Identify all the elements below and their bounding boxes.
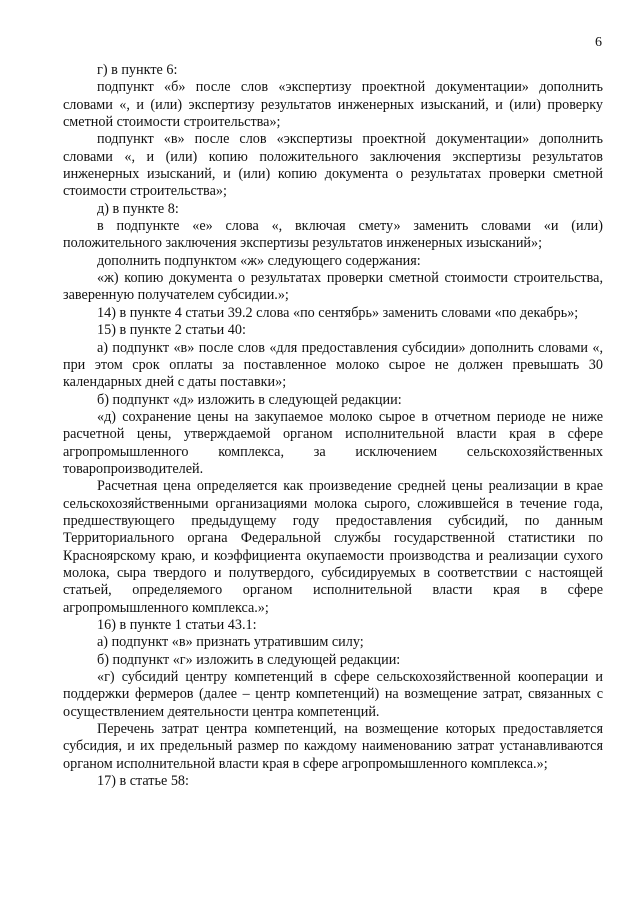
- paragraph-subpoint-b: подпункт «б» после слов «экспертизу проектной документации» дополнить словами «, и (или) экспертизу результатов инженерных изысканий, и (или) проверку сметной стоимости строительства»;: [63, 79, 603, 131]
- paragraph-costs-list: Перечень затрат центра компетенций, на возмещение которых предоставляется субсидия, и их предельный размер по каждому наименованию затрат устанавливаются органом исполнительной власти края в сфере агропромышленного комплекса.»;: [63, 721, 603, 772]
- paragraph-item-d-point-8: д) в пункте 8:: [97, 200, 179, 217]
- paragraph-calculated-price: Расчетная цена определяется как произведение средней цены реализации в крае сельскохозяйственными организациями молока сырого, сложившейся в течение года, предшествующего предыдущему году предоставления субсидий, по данным Территориального органа Федеральной службы государственной статистики по Красноярскому краю, и коэффициента окупаемости производства и реализации сухого молока, сыра твердого и полутвердого, субсидируемых в соответствии с настоящей статьей, определяемого органом исполнительной власти края в сфере агропромышленного комплекса.»;: [63, 478, 603, 616]
- paragraph-subpoint-v: подпункт «в» после слов «экспертизы проектной документации» дополнить словами «, и (или) копию положительного заключения экспертизы результатов инженерных изысканий, и (или) копию документа о результатах проверки сметной стоимости строительства»;: [63, 131, 603, 200]
- paragraph-15-b: б) подпункт «д» изложить в следующей редакции:: [97, 391, 402, 408]
- paragraph-subpoint-g-text: «г) субсидий центру компетенций в сфере сельскохозяйственной кооперации и поддержки фермеров (далее – центр компетенций) на возмещение затрат, связанных с осуществлением деятельности центра компетенций.: [63, 669, 603, 720]
- paragraph-15-a: а) подпункт «в» после слов «для предоставления субсидии» дополнить словами «, при этом срок оплаты за поставленное молоко сырое не должен превышать 30 календарных дней с даты поставки»;: [63, 339, 603, 391]
- paragraph-subpoint-e: в подпункте «е» слова «, включая смету» заменить словами «и (или) положительного заключения экспертизы результатов инженерных изысканий»;: [63, 218, 603, 252]
- paragraph-subpoint-zh-text: «ж) копию документа о результатах проверки сметной стоимости строительства, заверенную получателем субсидии.»;: [63, 270, 603, 304]
- document-body: [63, 62, 603, 790]
- paragraph-item-14: 14) в пункте 4 статьи 39.2 слова «по сентябрь» заменить словами «по декабрь»;: [97, 304, 579, 321]
- paragraph-item-15: 15) в пункте 2 статьи 40:: [97, 322, 246, 339]
- paragraph-item-16: 16) в пункте 1 статьи 43.1:: [97, 617, 257, 633]
- paragraph-16-b: б) подпункт «г» изложить в следующей редакции:: [97, 651, 401, 668]
- paragraph-16-a: а) подпункт «в» признать утратившим силу;: [97, 634, 364, 651]
- paragraph-subpoint-d-text: «д) сохранение цены на закупаемое молоко сырое в отчетном периоде не ниже расчетной цены, утверждаемой органом исполнительной власти края в сфере агропромышленного комплекса, за исключением сельскохозяйственных товаропроизводителей.: [63, 408, 603, 477]
- page-number: 6: [595, 35, 602, 50]
- paragraph-item-g-point-6: г) в пункте 6:: [97, 62, 178, 78]
- paragraph-item-17: 17) в статье 58:: [97, 773, 189, 790]
- paragraph-add-subpoint-zh: дополнить подпунктом «ж» следующего содержания:: [97, 252, 421, 269]
